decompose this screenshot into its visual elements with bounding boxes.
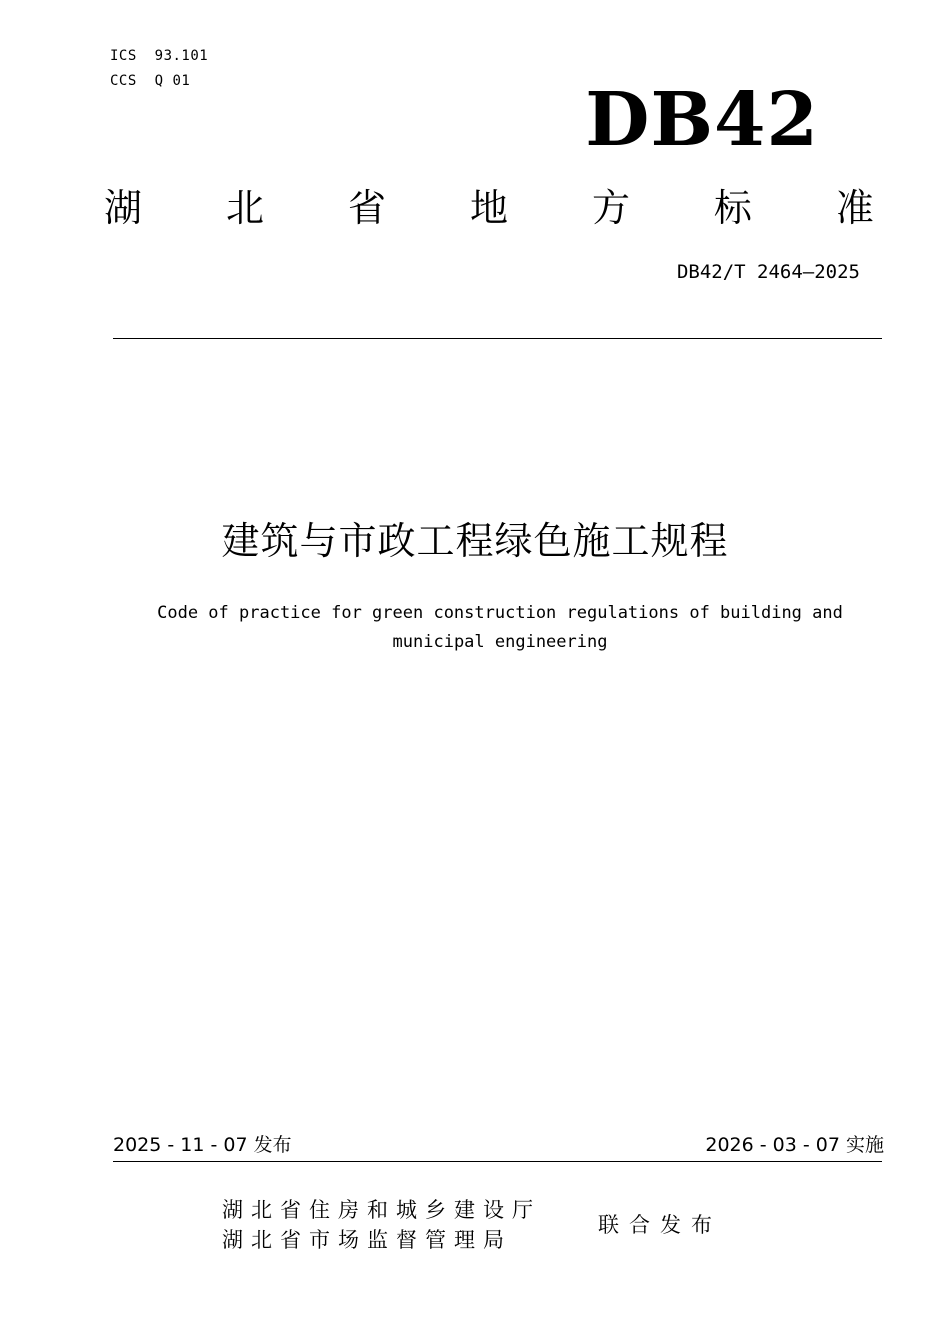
standard-type-char: 省 [347, 186, 386, 230]
issuer-market-regulation-bureau: 湖北省市场监督管理局 [222, 1228, 512, 1252]
chinese-title: 建筑与市政工程绿色施工规程 [221, 519, 729, 563]
standard-type-char: 标 [713, 186, 752, 230]
ccs-code: CCS Q 01 [110, 73, 191, 89]
top-divider [113, 338, 882, 339]
standard-type-char: 北 [225, 186, 264, 230]
english-title: Code of practice for green construction regulations of building and municipal engineering [157, 603, 843, 652]
implementation-date: 2026 - 03 - 07 实施 [705, 1134, 884, 1156]
standard-type-heading [104, 183, 874, 233]
standard-type-char: 地 [469, 186, 508, 230]
standard-type-char: 湖 [104, 186, 143, 230]
bottom-divider [113, 1161, 882, 1162]
db-standard-mark: DB42 [585, 77, 819, 163]
standard-number: DB42/T 2464—2025 [676, 261, 860, 283]
standard-type-char: 方 [591, 186, 630, 230]
issue-date: 2025 - 11 - 07 发布 [113, 1134, 292, 1156]
ics-code: ICS 93.101 [110, 48, 209, 64]
standard-type-char: 准 [835, 186, 874, 230]
issuer-housing-department: 湖北省住房和城乡建设厅 [222, 1198, 541, 1222]
joint-release-label: 联合发布 [598, 1213, 722, 1237]
